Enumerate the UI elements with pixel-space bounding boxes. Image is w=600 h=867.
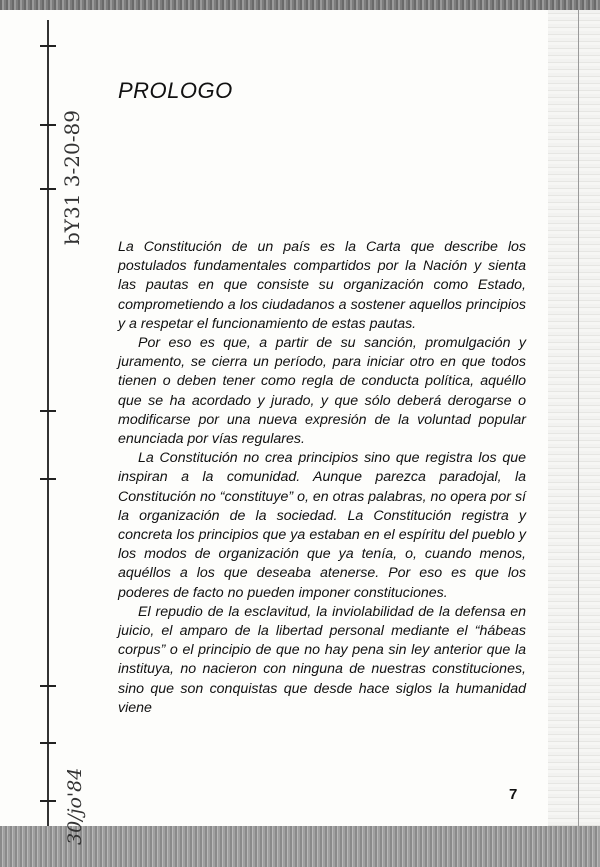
paragraph: Por eso es que, a partir de su sanción, promulgación y juramento, se cierra un período, para iniciar otro en que todos tienen o deben tener como regla de conducta política, aquéllo que se ha acordado y jurado, y que sólo deberá derogarse o modificarse por una nueva expresión de la voluntad popular enunciada por vías regulares. bbox=[118, 335, 526, 448]
paragraph: La Constitución no crea principios sino que registra los que inspiran a la comunidad. Aunque parezca paradojal, la Constitución no “constituye” o, en otras palabras, no opera por sí la organización de la sociedad. La Constitución registra y concreta los principios que ya estaban en el espíritu del pueblo y los modos de organización que ya tenía, o, cuando menos, aquéllos a los que deseaba atenerse. Por eso es que los poderes de facto no pueden imponer constituciones. bbox=[118, 450, 526, 601]
binding-tick bbox=[40, 478, 56, 480]
paragraph: La Constitución de un país es la Carta que describe los postulados fundamentales compartidos por la Nación y sienta las pautas en que consiste su organización como Estado, comprometiendo a los ciudadanos a sostener aquellos principios y a respetar el funcionamiento de estas pautas. bbox=[118, 239, 526, 332]
page-number: 7 bbox=[509, 786, 518, 803]
binding-margin-line bbox=[47, 20, 49, 826]
scan-bottom-edge bbox=[0, 826, 600, 867]
handwritten-date-annotation: 30/jo'84 bbox=[64, 767, 86, 845]
binding-tick bbox=[40, 188, 56, 190]
binding-tick bbox=[40, 124, 56, 126]
scan-right-edge bbox=[548, 10, 600, 826]
scan-top-edge bbox=[0, 0, 600, 10]
binding-tick bbox=[40, 685, 56, 687]
paragraph: El repudio de la esclavitud, la inviolabilidad de la defensa en juicio, el amparo de la libertad personal mediante el “hábeas corpus” o el principio de que no hay pena sin ley anterior que la instituya, no nacieron con ninguna de nuestras constituciones, sino que son conquistas que desde hace siglos la humanidad viene bbox=[118, 603, 526, 716]
body-text bbox=[118, 238, 526, 718]
page-right-border bbox=[578, 10, 579, 826]
handwritten-annotation: bY31 3-20-89 bbox=[60, 110, 84, 245]
binding-tick bbox=[40, 800, 56, 802]
page-title: PROLOGO bbox=[118, 78, 233, 103]
binding-tick bbox=[40, 742, 56, 744]
binding-tick bbox=[40, 45, 56, 47]
binding-tick bbox=[40, 410, 56, 412]
